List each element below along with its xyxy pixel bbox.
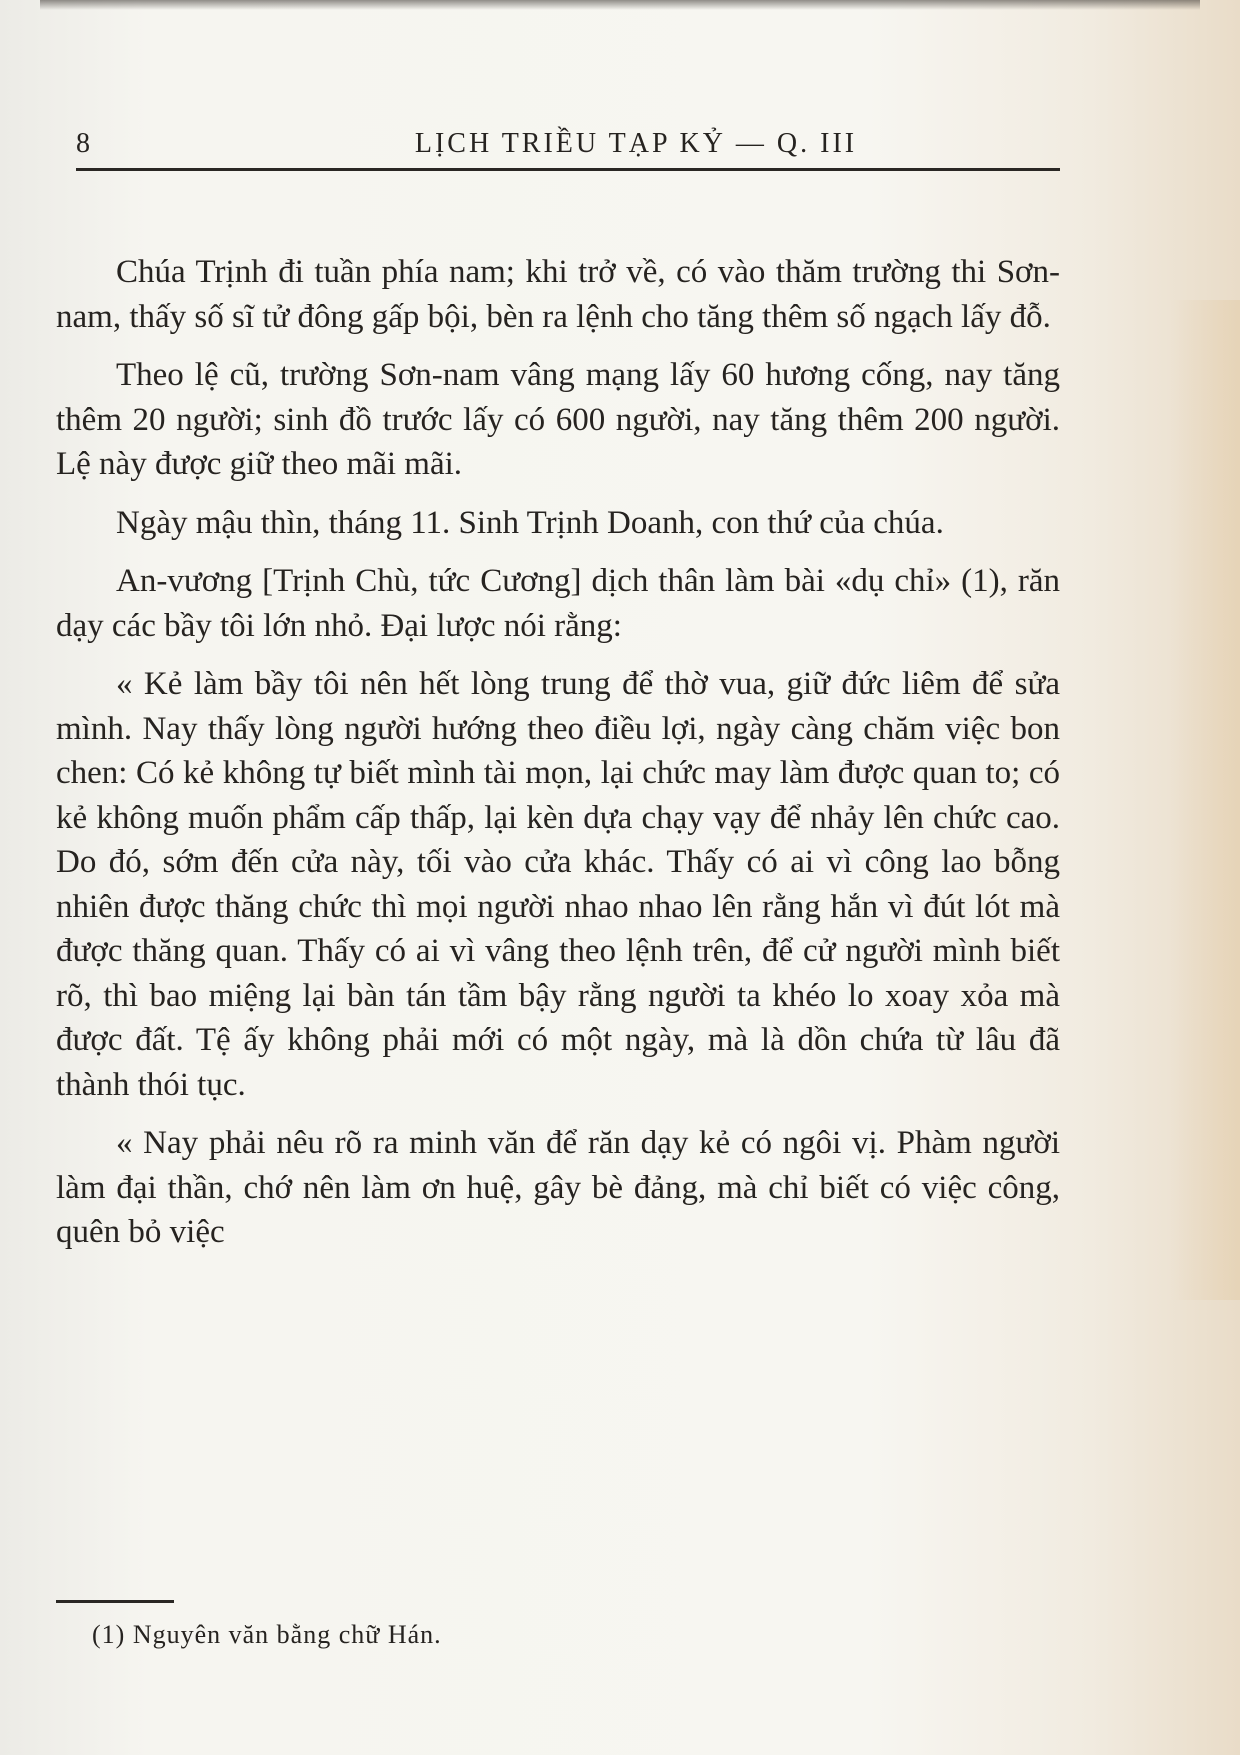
paragraph: « Nay phải nêu rõ ra minh văn để răn dạy kẻ có ngôi vị. Phàm người làm đại thần, chớ nên làm ơn huệ, gây bè đảng, mà chỉ biết có việc công, quên bỏ việc bbox=[56, 1125, 1060, 1250]
paper-stain bbox=[1170, 300, 1240, 1300]
running-title: LỊCH TRIỀU TẠP KỶ — Q. III bbox=[414, 128, 858, 159]
paragraph: Ngày mậu thìn, tháng 11. Sinh Trịnh Doanh, con thứ của chúa. bbox=[116, 504, 944, 541]
paragraph: « Kẻ làm bầy tôi nên hết lòng trung để thờ vua, giữ đức liêm để sửa mình. Nay thấy lòng người hướng theo điều lợi, ngày càng chăm việc bon chen: Có kẻ không tự biết mình tài mọn, lại chức may làm được quan to; có kẻ không muốn phẩm cấp thấp, lại kèn dựa chạy vạy để nhảy lên chức cao. Do đó, sớm đến cửa này, tối vào cửa khác. Thấy có ai vì công lao bỗng nhiên được thăng chức thì mọi người nhao nhao lên rằng hắn vì đút lót mà được thăng quan. Thấy có ai vì vâng theo lệnh trên, để cử người mình biết rõ, thì bao miệng lại bàn tán tầm bậy rằng người ta khéo lo xoay xỏa mà được đất. Tệ ấy không phải mới có một ngày, mà là dồn chứa từ lâu đã thành thói tục. bbox=[56, 666, 1060, 1103]
footnote-rule bbox=[56, 1600, 174, 1603]
scan-top-edge-shadow bbox=[40, 0, 1200, 10]
footnote: (1) Nguyên văn bằng chữ Hán. bbox=[92, 1620, 442, 1649]
running-header bbox=[76, 128, 1060, 168]
header-rule bbox=[76, 168, 1060, 171]
paragraph: Theo lệ cũ, trường Sơn-nam vâng mạng lấy 60 hương cống, nay tăng thêm 20 người; sinh đồ trước lấy có 600 người, nay tăng thêm 200 người. Lệ này được giữ theo mãi mãi. bbox=[56, 357, 1060, 482]
body-text bbox=[56, 250, 1060, 1269]
page-number: 8 bbox=[76, 128, 93, 159]
paragraph: An-vương [Trịnh Chù, tức Cương] dịch thân làm bài «dụ chỉ» (1), răn dạy các bầy tôi lớn nhỏ. Đại lược nói rằng: bbox=[56, 563, 1060, 644]
paragraph: Chúa Trịnh đi tuần phía nam; khi trở về, có vào thăm trường thi Sơn-nam, thấy số sĩ tử đông gấp bội, bèn ra lệnh cho tăng thêm số ngạch lấy đỗ. bbox=[56, 254, 1060, 335]
